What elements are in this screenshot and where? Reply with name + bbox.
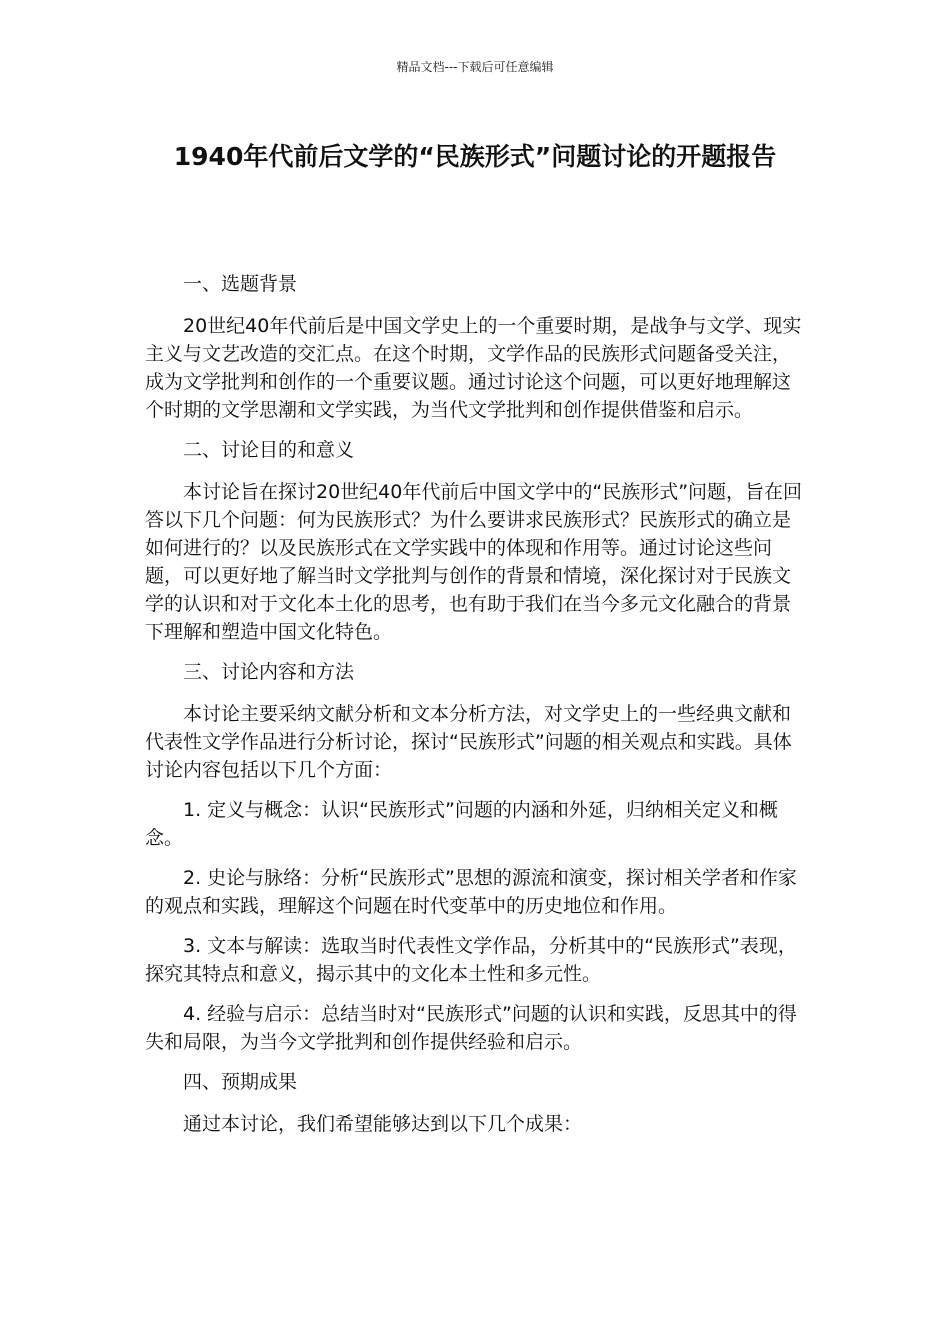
section-heading: 三、讨论内容和方法 (183, 661, 355, 683)
list-item: 3. 文本与解读：选取当时代表性文学作品，分析其中的“民族形式”表现，探究其特点和意义，揭示其中的文化本土性和多元性。 (145, 935, 797, 985)
list-item: 1. 定义与概念：认识“民族形式”问题的内涵和外延，归纳相关定义和概念。 (145, 799, 778, 849)
document-body (145, 270, 805, 1150)
list-item: 2. 史论与脉络：分析“民族形式”思想的源流和演变，探讨相关学者和作家的观点和实践，理解这个问题在时代变革中的历史地位和作用。 (145, 867, 797, 917)
paragraph: 本讨论旨在探讨20世纪40年代前后中国文学中的“民族形式”问题，旨在回答以下几个问题：何为民族形式？为什么要讲求民族形式？民族形式的确立是如何进行的？以及民族形式在文学实践中的体现和作用等。通过讨论这些问题，可以更好地了解当时文学批判与创作的背景和情境，深化探讨对于民族文学的认识和对于文化本土化的思考，也有助于我们在当今多元文化融合的背景下理解和塑造中国文化特色。 (145, 481, 803, 643)
section-heading: 一、选题背景 (183, 273, 298, 295)
paragraph: 20世纪40年代前后是中国文学史上的一个重要时期，是战争与文学、现实主义与文艺改造的交汇点。在这个时期，文学作品的民族形式问题备受关注，成为文学批判和创作的一个重要议题。通过讨论这个问题，可以更好地理解这个时期的文学思潮和文学实践，为当代文学批判和创作提供借鉴和启示。 (145, 315, 802, 421)
document-title: 1940年代前后文学的“民族形式”问题讨论的开题报告 (173, 142, 777, 171)
section-heading: 四、预期成果 (183, 1071, 298, 1093)
section-heading: 二、讨论目的和意义 (183, 439, 355, 461)
paragraph: 本讨论主要采纳文献分析和文本分析方法，对文学史上的一些经典文献和代表性文学作品进行分析讨论，探讨“民族形式”问题的相关观点和实践。具体讨论内容包括以下几个方面： (145, 703, 792, 781)
page-header: 精品文档---下载后可任意编辑 (396, 60, 554, 74)
paragraph: 通过本讨论，我们希望能够达到以下几个成果： (183, 1113, 583, 1135)
list-item: 4. 经验与启示：总结当时对“民族形式”问题的认识和实践，反思其中的得失和局限，为当今文学批判和创作提供经验和启示。 (145, 1003, 797, 1053)
